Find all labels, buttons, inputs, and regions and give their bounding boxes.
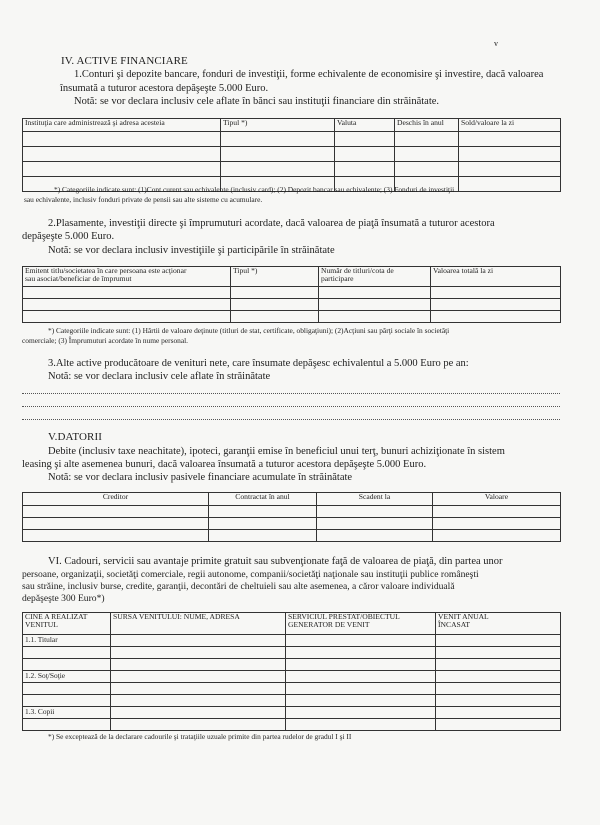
table-row [23, 518, 561, 530]
row-label-children: 1.3. Copii [23, 707, 111, 719]
table-header: SURSA VENITULUI: NUME, ADRESA [111, 613, 286, 635]
table-header: Creditor [23, 493, 209, 506]
bank-accounts-table [22, 118, 561, 192]
table-header: Sold/valoare la zi [459, 119, 561, 132]
section-4-note-1: Notă: se vor declara inclusiv cele aflate în bănci sau instituţii financiare din străinătate. [74, 96, 440, 107]
table-header: CINE A REALIZAT VENITUL [23, 613, 111, 635]
footnote-3: *) Se exceptează de la declarare cadourile şi trataţiile uzuale primite din partea rudelor de gradul I şi II [48, 732, 352, 741]
table-header: Tipul *) [231, 267, 319, 287]
footnote-1-cont: sau echivalente, inclusiv fonduri private de pensii sau alte sisteme cu acumulare. [24, 195, 263, 204]
corner-mark: v [494, 39, 498, 48]
footnote-2-cont: comerciale; (3) Împrumuturi acordate în nume personal. [22, 336, 189, 345]
section-5-note: Notă: se vor declara inclusiv pasivele financiare acumulate în străinătate [48, 472, 353, 483]
table-row [23, 719, 561, 731]
gifts-table [22, 612, 561, 731]
debts-table [22, 492, 561, 542]
table-header: SERVICIUL PRESTAT/OBIECTUL GENERATOR DE VENIT [286, 613, 436, 635]
table-row [23, 530, 561, 542]
table-row [23, 287, 561, 299]
section-5-paragraph: Debite (inclusiv taxe neachitate), ipoteci, garanţii emise în beneficiul unui terţ, bunuri achiziţionate în sistem [48, 446, 505, 457]
investments-table [22, 266, 561, 323]
dotted-line [22, 419, 560, 420]
table-row [23, 299, 561, 311]
section-6-paragraph-cont: depăşeşte 300 Euro*) [22, 593, 105, 604]
row-label-spouse: 1.2. Soţ/Soţie [23, 671, 111, 683]
table-header: VENIT ANUAL ÎNCASAT [436, 613, 561, 635]
section-4-paragraph-1: 1.Conturi şi depozite bancare, fonduri de investiţii, forme echivalente de economisire şi investire, dacă valoarea [74, 69, 544, 80]
section-5-title: V.DATORII [48, 431, 102, 443]
table-header: Contractat în anul [209, 493, 317, 506]
table-row [23, 671, 561, 683]
table-row [23, 707, 561, 719]
table-header: Valoarea totală la zi [431, 267, 561, 287]
table-header: Valuta [335, 119, 395, 132]
table-header: Deschis în anul [395, 119, 459, 132]
table-header: Emitent titlu/societatea în care persoana este acţionar sau asociat/beneficiar de împrumut [23, 267, 231, 287]
table-row [23, 147, 561, 162]
section-4-paragraph-2-cont: depăşeşte 5.000 Euro. [22, 231, 115, 242]
section-4-paragraph-1-cont: însumată a tuturor acestora depăşeşte 5.000 Euro. [60, 83, 269, 94]
section-4-paragraph-2: 2.Plasamente, investiţii directe şi împrumuturi acordate, dacă valoarea de piaţă însumată a tuturor acestora [48, 218, 495, 229]
section-4-paragraph-3: 3.Alte active producătoare de venituri nete, care însumate depăşesc echivalentul a 5.000 Euro pe an: [48, 358, 469, 369]
table-row [23, 683, 561, 695]
table-row [23, 695, 561, 707]
table-row [23, 659, 561, 671]
table-header: Instituţia care administrează şi adresa acesteia [23, 119, 221, 132]
table-header: Valoare [433, 493, 561, 506]
table-row [23, 132, 561, 147]
section-4-note-3: Notă: se vor declara inclusiv cele aflate în străinătate [48, 371, 271, 382]
table-row [23, 635, 561, 647]
footnote-2: *) Categoriile indicate sunt: (1) Hârtii de valoare deţinute (titluri de stat, certificate, obligaţiuni); (2)Acţiuni sau părţi sociale în societăţi [48, 326, 450, 335]
dotted-line [22, 393, 560, 394]
table-row [23, 162, 561, 177]
section-4-note-2: Notă: se vor declara inclusiv investiţiile şi participările în străinătate [48, 245, 335, 256]
table-header: Tipul *) [221, 119, 335, 132]
table-row [23, 647, 561, 659]
section-6-paragraph-cont: persoane, organizaţii, societăţi comerciale, regii autonome, companii/societăţi naţionale sau instituţii publice româneşti [22, 569, 479, 580]
row-label-titular: 1.1. Titular [23, 635, 111, 647]
section-6-paragraph-cont: sau străine, inclusiv burse, credite, garanţii, decontări de cheltuieli sau alte asemenea, a căror valoare individuală [22, 581, 455, 592]
section-6-paragraph: VI. Cadouri, servicii sau avantaje primite gratuit sau subvenţionate faţă de valoarea de piaţă, din partea unor [48, 556, 503, 567]
section-4-title: IV. ACTIVE FINANCIARE [61, 55, 188, 67]
table-row [23, 506, 561, 518]
footnote-1: *) Categoriile indicate sunt: (1)Cont curent sau echivalente (inclusiv card); (2) Depozit bancar sau echivalente; (3) Fonduri de investiţii [54, 185, 455, 194]
table-header: Scadent la [317, 493, 433, 506]
table-header: Număr de titluri/cota de participare [319, 267, 431, 287]
table-row [23, 311, 561, 323]
section-5-paragraph-cont: leasing şi alte asemenea bunuri, dacă valoarea însumată a tuturor acestora depăşeşte 5.000 Euro. [22, 459, 427, 470]
dotted-line [22, 406, 560, 407]
